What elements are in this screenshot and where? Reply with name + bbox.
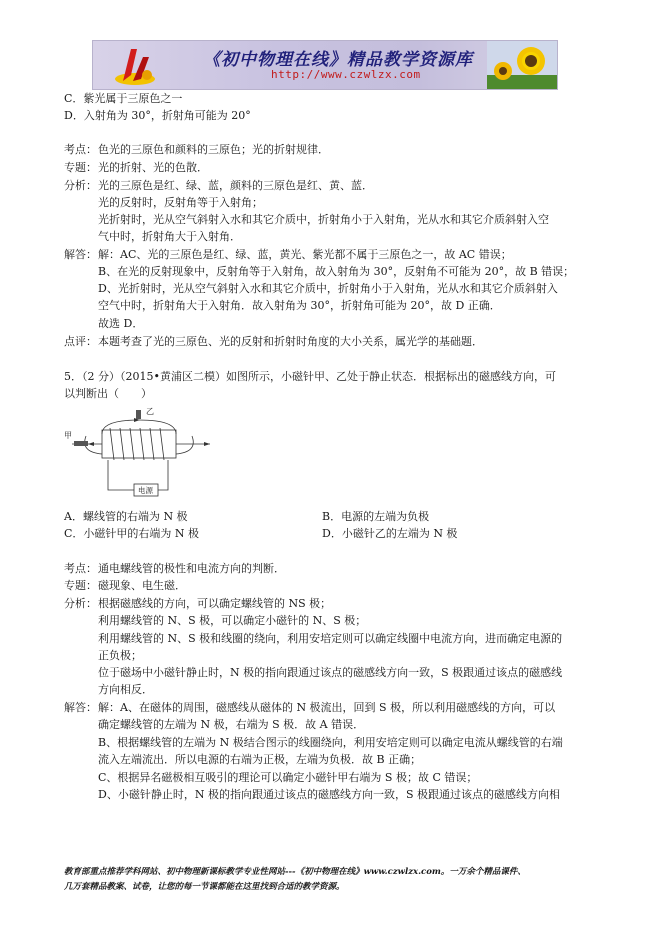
field-line bbox=[176, 436, 193, 454]
q5-fenxi-line: 根据磁感线的方向，可以确定螺线管的 NS 极； bbox=[98, 597, 332, 610]
q5-fenxi-line: 正负极； bbox=[98, 649, 142, 662]
q4-jieda-label: 解答： bbox=[64, 248, 97, 261]
q5-option-d: D．小磁针乙的左端为 N 极 bbox=[322, 527, 458, 540]
q4-fenxi-line: 气中时，折射角大于入射角． bbox=[98, 230, 241, 243]
q4-jieda-line: B、在光的反射现象中，反射角等于入射角，故入射角为 30°，反射角不可能为 20°，故 B 错误； bbox=[98, 265, 575, 278]
q4-kaodian-label: 考点： bbox=[64, 143, 97, 156]
q4-option-d: D．入射角为 30°，折射角可能为 20° bbox=[64, 109, 251, 122]
field-arrow bbox=[88, 442, 94, 446]
q5-fenxi-line: 利用螺线管的 N、S 极和线圈的绕向，利用安培定则可以确定线圈中电流方向，进而确定电源的 bbox=[98, 632, 563, 645]
q4-fenxi-line: 光的三原色是红、绿、蓝，颜料的三原色是红、黄、蓝． bbox=[98, 179, 373, 192]
q4-option-c: C．紫光属于三原色之一 bbox=[64, 92, 183, 105]
header-banner bbox=[92, 40, 558, 90]
banner-url[interactable]: http://www.czwlzx.com bbox=[271, 68, 421, 81]
site-logo-icon bbox=[113, 45, 159, 87]
q5-jieda-line: 流入左端流出．所以电源的右端为正极，左端为负极．故 B 正确； bbox=[98, 753, 422, 766]
q4-fenxi-line: 光的反射时，反射角等于入射角； bbox=[98, 196, 263, 209]
field-arrow bbox=[204, 442, 210, 446]
q4-fenxi-label: 分析： bbox=[64, 179, 97, 192]
q4-dianping: 本题考查了光的三原色、光的反射和折射时角度的大小关系，属光学的基础题． bbox=[98, 335, 483, 348]
compass-needle-yi bbox=[136, 410, 141, 419]
q5-option-b: B．电源的左端为负极 bbox=[322, 510, 430, 523]
q4-fenxi-line: 光折射时，光从空气斜射入水和其它介质中，折射角小于入射角，光从水和其它介质斜射入空 bbox=[98, 213, 549, 226]
q5-jieda-label: 解答： bbox=[64, 701, 97, 714]
q4-kaodian: 色光的三原色和颜料的三原色；光的折射规律． bbox=[98, 143, 329, 156]
q5-kaodian: 通电螺线管的极性和电流方向的判断． bbox=[98, 562, 285, 575]
label-yi: 乙 bbox=[146, 407, 154, 416]
q4-zhuanti-label: 专题： bbox=[64, 161, 97, 174]
sunflower-icon bbox=[487, 41, 557, 90]
q5-fenxi-line: 方向相反． bbox=[98, 683, 153, 696]
q4-dianping-label: 点评： bbox=[64, 335, 97, 348]
q5-stem-line: 5．（2 分）（2015•黄浦区二模）如图所示，小磁针甲、乙处于静止状态．根据标出的磁感线方向，可 bbox=[64, 370, 556, 383]
power-source-label: 电源 bbox=[138, 486, 153, 495]
q4-zhuanti: 光的折射、光的色散． bbox=[98, 161, 208, 174]
q5-fenxi-line: 位于磁场中小磁针静止时，N 极的指向跟通过该点的磁感线方向一致，S 极跟通过该点的磁感线 bbox=[98, 666, 563, 679]
q5-zhuanti-label: 专题： bbox=[64, 579, 97, 592]
footer-line: 几万套精品教案、试卷，让您的每一节课都能在这里找到合适的教学资源。 bbox=[64, 882, 345, 892]
q5-jieda-line: B、根据螺线管的左端为 N 极结合图示的线圈绕向，利用安培定则可以确定电流从螺线管的右端 bbox=[98, 736, 563, 749]
q5-stem-line: 以判断出（ ） bbox=[64, 387, 152, 400]
q5-option-a: A．螺线管的右端为 N 极 bbox=[64, 510, 188, 523]
q5-zhuanti: 磁现象、电生磁． bbox=[98, 579, 186, 592]
q5-jieda-line: D、小磁针静止时，N 极的指向跟通过该点的磁感线方向一致，S 极跟通过该点的磁感线方向相 bbox=[98, 788, 560, 801]
q4-jieda-line: 空气中时，折射角大于入射角．故入射角为 30°，折射角可能为 20°，故 D 正确． bbox=[98, 299, 501, 312]
q5-jieda-line: C、根据异名磁极相互吸引的理论可以确定小磁针甲右端为 S 极；故 C 错误； bbox=[98, 771, 478, 784]
banner-title: 《初中物理在线》精品教学资源库 bbox=[203, 50, 473, 70]
q5-jieda-line: 确定螺线管的左端为 N 极，右端为 S 极．故 A 错误． bbox=[98, 718, 365, 731]
q4-jieda-line: 故选 D． bbox=[98, 317, 144, 330]
field-line bbox=[102, 420, 176, 434]
q4-jieda-line: D、光折射时，光从空气斜射入水和其它介质中，折射角小于入射角，光从水和其它介质斜射入 bbox=[98, 282, 558, 295]
compass-needle-jia bbox=[74, 441, 88, 446]
page-footer bbox=[64, 865, 604, 895]
solenoid-diagram bbox=[64, 404, 214, 502]
footer-line: 教育部重点推荐学科网站、初中物理新课标教学专业性网站---《初中物理在线》www.czwlzx.com。一万余个精品课件、 bbox=[64, 867, 526, 877]
q5-kaodian-label: 考点： bbox=[64, 562, 97, 575]
label-jia: 甲 bbox=[64, 431, 72, 440]
q4-jieda-line: 解：AC、光的三原色是红、绿、蓝，黄光、紫光都不属于三原色之一，故 AC 错误； bbox=[98, 248, 512, 261]
q5-option-c: C．小磁针甲的右端为 N 极 bbox=[64, 527, 200, 540]
q5-jieda-line: 解：A、在磁体的周围，磁感线从磁体的 N 极流出，回到 S 极，所以利用磁感线的方向，可以 bbox=[98, 701, 556, 714]
q5-fenxi-label: 分析： bbox=[64, 597, 97, 610]
circuit-wire bbox=[108, 460, 134, 490]
q5-fenxi-line: 利用螺线管的 N、S 极，可以确定小磁针的 N、S 极； bbox=[98, 614, 367, 627]
circuit-wire bbox=[158, 460, 168, 490]
